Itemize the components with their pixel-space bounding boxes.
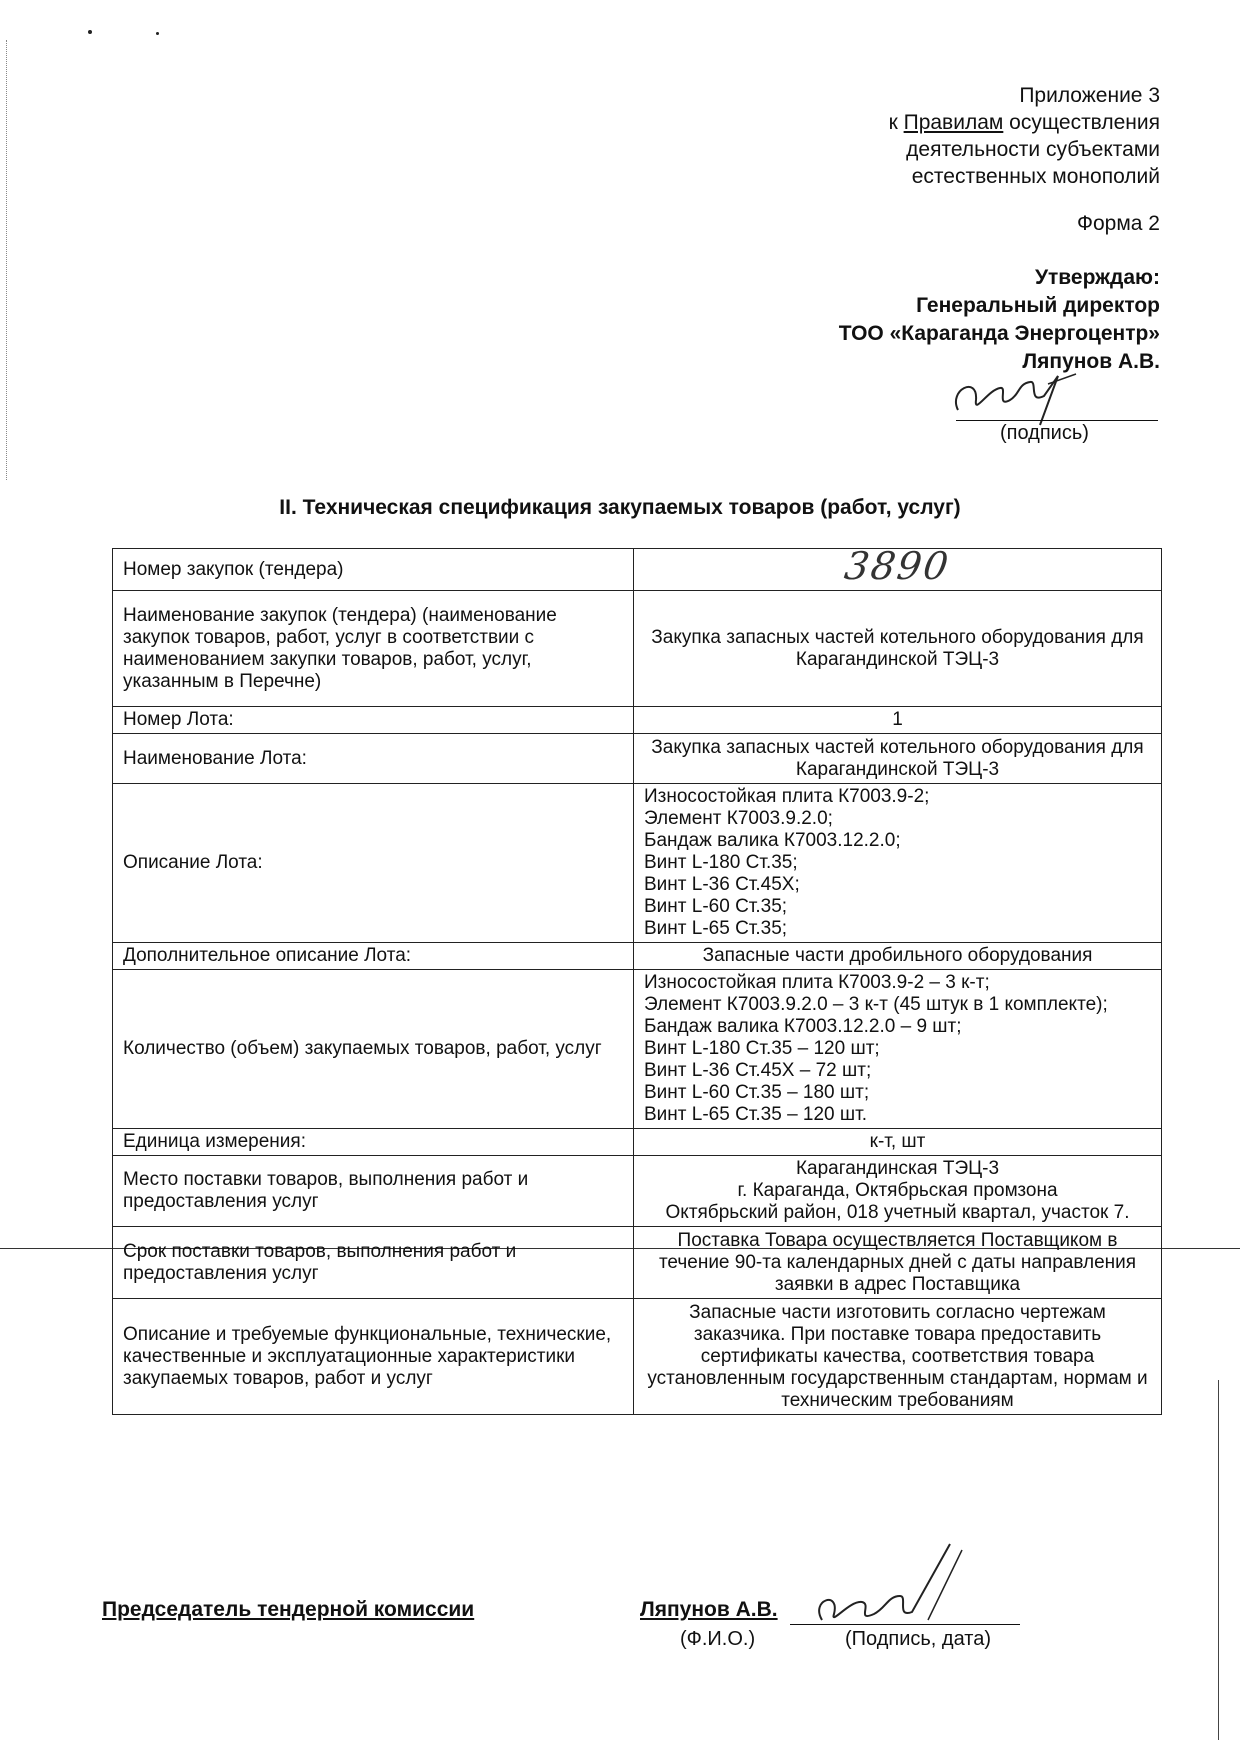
quantity-item: Элемент К7003.9.2.0 – 3 к-т (45 штук в 1 комплекте);	[644, 994, 1108, 1015]
row-label: Единица измерения:	[113, 1129, 634, 1156]
quantity-item: Винт L-65 Ст.35 – 120 шт.	[644, 1104, 868, 1125]
quantity-item: Износостойкая плита К7003.9-2 – 3 к-т;	[644, 972, 990, 993]
sign-date-caption: (Подпись, дата)	[845, 1628, 991, 1650]
row-value: Запасные части изготовить согласно чертежам заказчика. При поставке товара предоставить сертификаты качества, соответствия товара установленным государственным стандартам, нормам и техническим требованиям	[634, 1299, 1162, 1415]
quantity-item: Бандаж валика К7003.12.2.0 – 9 шт;	[644, 1016, 962, 1037]
row-label: Номер закупок (тендера)	[113, 549, 634, 591]
tender-number: 3890	[842, 543, 953, 588]
lot-item: Винт L-36 Ст.45Х;	[644, 874, 800, 895]
row-label: Место поставки товаров, выполнения работ и предоставления услуг	[113, 1156, 634, 1227]
row-value	[634, 1156, 1162, 1227]
scan-speck	[88, 30, 92, 34]
appendix-line: деятельности субъектами	[906, 138, 1160, 161]
table-row	[113, 784, 1162, 943]
row-value: Закупка запасных частей котельного оборудования для Карагандинской ТЭЦ-3	[634, 734, 1162, 784]
row-label: Наименование закупок (тендера) (наименование закупок товаров, работ, услуг в соответствии с наименованием закупки товаров, работ, услуг, указанным в Перечне)	[113, 591, 634, 707]
table-row	[113, 707, 1162, 734]
section-title: II. Техническая спецификация закупаемых товаров (работ, услуг)	[279, 496, 961, 519]
approval-block	[839, 264, 1160, 376]
quantity-item: Винт L-36 Ст.45Х – 72 шт;	[644, 1060, 872, 1081]
specification-table	[112, 543, 1162, 1415]
approval-line: ТОО «Караганда Энергоцентр»	[838, 322, 1160, 345]
appendix-suffix: осуществления	[1003, 111, 1160, 134]
scan-speck	[156, 32, 159, 35]
lot-item: Винт L-180 Ст.35;	[644, 852, 798, 873]
appendix-prefix: к	[888, 111, 904, 134]
chair-signature	[810, 1540, 970, 1630]
appendix-line	[889, 109, 1160, 136]
delivery-place-line: г. Караганда, Октябрьская промзона	[737, 1180, 1058, 1201]
row-value	[634, 784, 1162, 943]
row-label: Номер Лота:	[113, 707, 634, 734]
signature-line	[956, 420, 1158, 421]
appendix-block	[889, 82, 1160, 190]
approval-line: Ляпунов А.В.	[1022, 350, 1160, 373]
row-label: Дополнительное описание Лота:	[113, 943, 634, 970]
row-label: Описание и требуемые функциональные, технические, качественные и эксплуатационные характеристики закупаемых товаров, работ и услуг	[113, 1299, 634, 1415]
table-row	[113, 1299, 1162, 1415]
lot-item: Износостойкая плита К7003.9-2;	[644, 786, 930, 807]
table-row	[113, 1129, 1162, 1156]
rules-link: Правилам	[903, 111, 1004, 134]
row-label: Описание Лота:	[113, 784, 634, 943]
table-row	[113, 549, 1162, 591]
delivery-place-line: Карагандинская ТЭЦ-3	[795, 1158, 1000, 1179]
row-value: к-т, шт	[634, 1129, 1162, 1156]
approval-line: Утверждаю:	[1034, 266, 1160, 289]
lot-item: Винт L-65 Ст.35;	[644, 918, 788, 939]
table-row	[113, 591, 1162, 707]
row-value: Запасные части дробильного оборудования	[634, 943, 1162, 970]
row-label: Наименование Лота:	[113, 734, 634, 784]
row-value: 1	[634, 707, 1162, 734]
scan-edge-marks	[6, 40, 11, 480]
chair-label: Председатель тендерной комиссии	[102, 1598, 475, 1621]
lot-item: Винт L-60 Ст.35;	[644, 896, 788, 917]
table-row	[113, 970, 1162, 1129]
signature-line	[790, 1624, 1020, 1625]
row-value: Закупка запасных частей котельного оборудования для Карагандинской ТЭЦ-3	[634, 591, 1162, 707]
table-row	[113, 734, 1162, 784]
row-label: Срок поставки товаров, выполнения работ и предоставления услуг	[113, 1227, 634, 1299]
lot-item: Бандаж валика К7003.12.2.0;	[644, 830, 901, 851]
lot-item: Элемент К7003.9.2.0;	[644, 808, 833, 829]
director-signature	[948, 370, 1088, 430]
quantity-item: Винт L-180 Ст.35 – 120 шт;	[644, 1038, 880, 1059]
chair-name: Ляпунов А.В.	[640, 1598, 778, 1621]
approval-line: Генеральный директор	[916, 294, 1160, 317]
appendix-line: естественных монополий	[911, 165, 1160, 188]
quantity-item: Винт L-60 Ст.35 – 180 шт;	[644, 1082, 870, 1103]
delivery-place-line: Октябрьский район, 018 учетный квартал, участок 7.	[665, 1202, 1130, 1223]
row-value	[634, 970, 1162, 1129]
table-row	[113, 943, 1162, 970]
scan-artifact-line	[1218, 1380, 1219, 1740]
row-value: Поставка Товара осуществляется Поставщиком в течение 90-та календарных дней с даты направления заявки в адрес Поставщика	[634, 1227, 1162, 1299]
table-row	[113, 1156, 1162, 1227]
signature-caption: (подпись)	[1000, 422, 1089, 444]
appendix-line: Приложение 3	[1019, 84, 1160, 107]
table-row	[113, 1227, 1162, 1299]
fio-caption: (Ф.И.О.)	[680, 1628, 756, 1650]
row-label: Количество (объем) закупаемых товаров, работ, услуг	[113, 970, 634, 1129]
form-number: Форма 2	[1077, 212, 1160, 235]
row-value	[634, 543, 1162, 591]
